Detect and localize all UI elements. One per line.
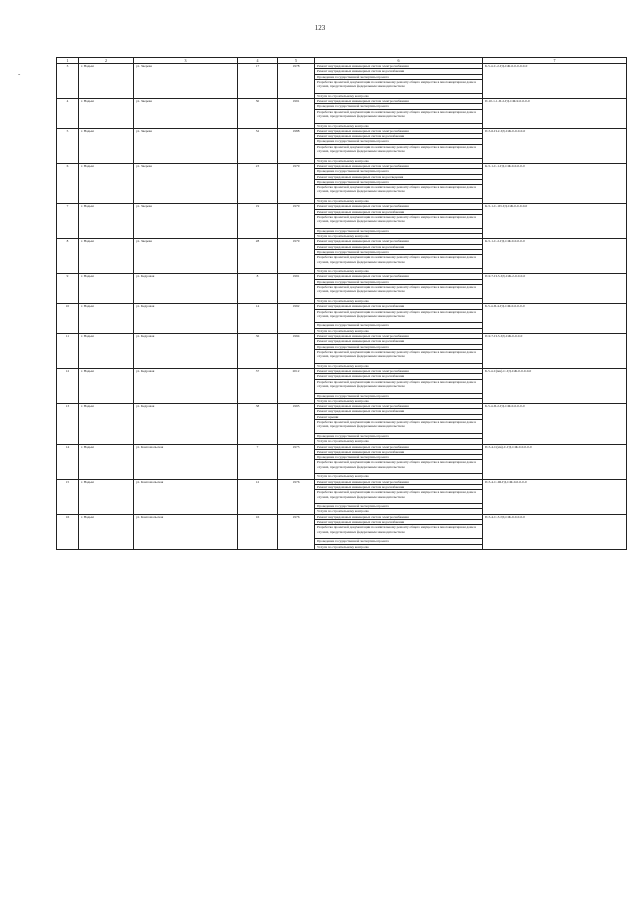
work-type-cell: Ремонт внутридомовых инженерных систем водоснабжения bbox=[315, 209, 483, 214]
work-type-cell: Ремонт внутридомовых инженерных систем водоснабжения bbox=[315, 244, 483, 249]
work-type-cell: Ремонт внутридомовых инженерных систем электроснабжения bbox=[315, 163, 483, 168]
year-cell: 1991 bbox=[278, 274, 315, 304]
header-cell-6: 6 bbox=[315, 58, 483, 64]
table-row bbox=[57, 369, 627, 374]
work-type-cell: Разработка проектной документации по капитальному ремонту общего имущества в многоквартирном доме в случаях, предусмотренных федеральным законодательством bbox=[315, 460, 483, 474]
street-cell: ул. Зверева bbox=[134, 64, 238, 99]
row-number: 5 bbox=[57, 128, 79, 163]
row-number: 11 bbox=[57, 334, 79, 369]
street-cell: ул. Комсомольская bbox=[134, 444, 238, 479]
city-cell: г. Надым bbox=[79, 334, 134, 369]
row-number: 13 bbox=[57, 404, 79, 444]
work-type-cell: Ремонт внутридомовых инженерных систем электроснабжения bbox=[315, 404, 483, 409]
house-code-cell: К-5-1-С-2-ГД-СЖ-0-0-0-0-0 bbox=[483, 239, 627, 274]
work-type-cell: Ремонт внутридомовых инженерных систем электроснабжения bbox=[315, 444, 483, 449]
house-number-cell: 12 bbox=[238, 479, 278, 514]
table-row bbox=[57, 99, 627, 104]
work-type-cell: Услуги по строительному контролю bbox=[315, 199, 483, 204]
work-type-cell: Проведение государственной экспертизы проекта bbox=[315, 433, 483, 438]
table-row bbox=[57, 444, 627, 449]
work-type-cell: Ремонт внутридомовых инженерных систем электроснабжения bbox=[315, 128, 483, 133]
work-type-cell: Проведение государственной экспертизы проекта bbox=[315, 139, 483, 144]
year-cell: 1991 bbox=[278, 99, 315, 129]
work-type-cell: Ремонт внутридомовых инженерных систем электроснабжения bbox=[315, 479, 483, 484]
house-code-cell: П-5-4-С(мн)-С-ГД-СЖ-0-0-0-0-0 bbox=[483, 444, 627, 479]
work-type-cell: Разработка проектной документации по капитальному ремонту общего имущества в многоквартирном доме в случаях, предусмотренных федеральным законодательством bbox=[315, 379, 483, 393]
row-number: 3 bbox=[57, 64, 79, 99]
city-cell: г. Надым bbox=[79, 64, 134, 99]
city-cell: г. Надым bbox=[79, 369, 134, 404]
house-number-cell: 19 bbox=[238, 204, 278, 239]
city-cell: г. Надым bbox=[79, 514, 134, 549]
city-cell: г. Надым bbox=[79, 404, 134, 444]
work-type-cell: Проведение государственной экспертизы проекта bbox=[315, 249, 483, 254]
work-type-cell: Проведение государственной экспертизы проекта bbox=[315, 504, 483, 509]
work-type-cell: Ремонт внутридомовых инженерных систем водоснабжения bbox=[315, 69, 483, 74]
work-type-cell: Ремонт внутридомовых инженерных систем электроснабжения bbox=[315, 204, 483, 209]
year-cell: 1988 bbox=[278, 128, 315, 163]
work-type-cell: Разработка проектной документации по капитальному ремонту общего имущества в многоквартирном доме в случаях, предусмотренных федеральным законодательством bbox=[315, 525, 483, 539]
registry-sheet bbox=[56, 57, 626, 550]
work-type-cell: Ремонт внутридомовых инженерных систем водоснабжения bbox=[315, 520, 483, 525]
table-row bbox=[57, 514, 627, 519]
page-number: 123 bbox=[314, 24, 326, 32]
work-type-cell: Услуги по строительному контролю bbox=[315, 234, 483, 239]
margin-mark: - bbox=[18, 70, 21, 78]
work-type-cell: Разработка проектной документации по капитальному ремонту общего имущества в многоквартирном доме в случаях, предусмотренных федеральным законодательством bbox=[315, 490, 483, 504]
city-cell: г. Надым bbox=[79, 304, 134, 334]
row-number: 6 bbox=[57, 163, 79, 203]
year-cell: 1976 bbox=[278, 514, 315, 549]
street-cell: ул. Кедровая bbox=[134, 274, 238, 304]
work-type-cell: Услуги по строительному контролю bbox=[315, 439, 483, 444]
street-cell: ул. Комсомольская bbox=[134, 514, 238, 549]
year-cell: 1979 bbox=[278, 204, 315, 239]
house-code-cell: П-9-7-П-3-ГД-СЖ-2-0-0-0-0 bbox=[483, 274, 627, 304]
row-number: 9 bbox=[57, 274, 79, 304]
street-cell: ул. Зверева bbox=[134, 163, 238, 203]
street-cell: ул. Зверева bbox=[134, 99, 238, 129]
header-cell-3: 3 bbox=[134, 58, 238, 64]
city-cell: г. Надым bbox=[79, 204, 134, 239]
house-code-cell: Б-5-4-С-2-ГД-СЖ-0-0-0-0-0-0 bbox=[483, 64, 627, 99]
house-code-cell: Б-5-4-П-4-ГД-СЖ-0-0-0-0-0 bbox=[483, 304, 627, 334]
year-cell: 2012 bbox=[278, 369, 315, 404]
row-number: 4 bbox=[57, 99, 79, 129]
table-row bbox=[57, 239, 627, 244]
house-code-cell: Б-5-4-С(мн)-С-ГД-СЖ-0-0-0-0-0 bbox=[483, 369, 627, 404]
table-row bbox=[57, 274, 627, 279]
year-cell: 1978 bbox=[278, 64, 315, 99]
work-type-cell: Ремонт внутридомовых инженерных систем электроснабжения bbox=[315, 99, 483, 104]
header-cell-1: 1 bbox=[57, 58, 79, 64]
street-cell: ул. Зверева bbox=[134, 239, 238, 274]
work-type-cell: Ремонт внутридомовых инженерных систем электроснабжения bbox=[315, 514, 483, 519]
header-cell-7: 7 bbox=[483, 58, 627, 64]
work-type-cell: Ремонт внутридомовых инженерных систем электроснабжения bbox=[315, 239, 483, 244]
city-cell: г. Надым bbox=[79, 99, 134, 129]
work-type-cell: Ремонт внутридомовых инженерных систем водоснабжения bbox=[315, 304, 483, 309]
work-type-cell: Проведение государственной экспертизы проекта bbox=[315, 393, 483, 398]
work-type-cell: Услуги по строительному контролю bbox=[315, 398, 483, 403]
city-cell: г. Надым bbox=[79, 128, 134, 163]
house-number-cell: 16 bbox=[238, 514, 278, 549]
work-type-cell: Разработка проектной документации по капитальному ремонту общего имущества в многоквартирном доме в случаях, предусмотренных федеральным законодательством bbox=[315, 109, 483, 123]
work-type-cell: Услуги по строительному контролю bbox=[315, 363, 483, 368]
work-type-cell: Ремонт внутридомовых инженерных систем водоснабжения bbox=[315, 339, 483, 344]
work-type-cell: Ремонт внутридомовых инженерных систем водоотведения bbox=[315, 174, 483, 179]
table-row bbox=[57, 304, 627, 309]
year-cell: 1995 bbox=[278, 404, 315, 444]
row-number: 12 bbox=[57, 369, 79, 404]
house-number-cell: 37 bbox=[238, 369, 278, 404]
house-code-cell: Б-5-4-П-2-ГД-СЖ-0-0-0-0-0 bbox=[483, 404, 627, 444]
work-type-cell: Ремонт внутридомовых инженерных систем водоснабжения bbox=[315, 449, 483, 454]
city-cell: г. Надым bbox=[79, 479, 134, 514]
row-number: 7 bbox=[57, 204, 79, 239]
work-type-cell: Ремонт внутридомовых инженерных систем водоснабжения bbox=[315, 374, 483, 379]
work-type-cell: Разработка проектной документации по капитальному ремонту общего имущества в многоквартирном доме в случаях, предусмотренных федеральным законодательством bbox=[315, 309, 483, 323]
header-cell-2: 2 bbox=[79, 58, 134, 64]
work-type-cell: Разработка проектной документации по капитальному ремонту общего имущества в многоквартирном доме в случаях, предусмотренных федеральным законодательством bbox=[315, 214, 483, 228]
table-row bbox=[57, 204, 627, 209]
work-type-cell: Услуги по строительному контролю bbox=[315, 328, 483, 333]
house-number-cell: 38 bbox=[238, 404, 278, 444]
table-row bbox=[57, 64, 627, 69]
house-number-cell: 8 bbox=[238, 274, 278, 304]
work-type-cell: Проведение государственной экспертизы проекта bbox=[315, 344, 483, 349]
table-row bbox=[57, 334, 627, 339]
city-cell: г. Надым bbox=[79, 444, 134, 479]
work-type-cell: Ремонт внутридомовых инженерных систем электроснабжения bbox=[315, 369, 483, 374]
work-type-cell: Проведение государственной экспертизы проекта bbox=[315, 455, 483, 460]
year-cell: 1973 bbox=[278, 444, 315, 479]
work-type-cell: Услуги по строительному контролю bbox=[315, 269, 483, 274]
row-number: 10 bbox=[57, 304, 79, 334]
work-type-cell: Проведение государственной экспертизы проекта bbox=[315, 228, 483, 233]
work-type-cell: Ремонт внутридомовых инженерных систем водоснабжения bbox=[315, 484, 483, 489]
work-type-cell: Проведение государственной экспертизы проекта bbox=[315, 539, 483, 544]
work-type-cell: Ремонт внутридомовых инженерных систем электроснабжения bbox=[315, 334, 483, 339]
row-number: 8 bbox=[57, 239, 79, 274]
work-type-cell: Проведение государственной экспертизы проекта bbox=[315, 279, 483, 284]
work-type-cell: Ремонт внутридомовых инженерных систем электроснабжения bbox=[315, 274, 483, 279]
house-code-cell: П-9-7-П-3-ГД-СЖ-0-0-0-0 bbox=[483, 334, 627, 369]
work-type-cell: Разработка проектной документации по капитальному ремонту общего имущества в многоквартирном доме в случаях, предусмотренных федеральным законодательством bbox=[315, 185, 483, 199]
city-cell: г. Надым bbox=[79, 274, 134, 304]
street-cell: ул. Комсомольская bbox=[134, 479, 238, 514]
work-type-cell: Услуги по строительному контролю bbox=[315, 474, 483, 479]
work-type-cell: Проведение государственной экспертизы проекта bbox=[315, 179, 483, 184]
work-type-cell: Проведение государственной экспертизы проекта bbox=[315, 169, 483, 174]
table-row bbox=[57, 404, 627, 409]
year-cell: 1976 bbox=[278, 479, 315, 514]
year-cell: 1994 bbox=[278, 334, 315, 369]
work-type-cell: Проведение государственной экспертизы проекта bbox=[315, 74, 483, 79]
house-number-cell: 36 bbox=[238, 334, 278, 369]
work-type-cell: Разработка проектной документации по капитальному ремонту общего имущества в многоквартирном доме в случаях, предусмотренных федеральным законодательством bbox=[315, 285, 483, 299]
table-row bbox=[57, 479, 627, 484]
work-type-cell: Разработка проектной документации по капитальному ремонту общего имущества в многоквартирном доме в случаях, предусмотренных федеральным законодательством bbox=[315, 420, 483, 434]
work-type-cell: Услуги по строительному контролю bbox=[315, 509, 483, 514]
work-type-cell: Проведение государственной экспертизы проекта bbox=[315, 104, 483, 109]
year-cell: 1979 bbox=[278, 239, 315, 274]
house-code-cell: К-5-1-С-1-ГД-СЖ-0-0-0-0-0 bbox=[483, 163, 627, 203]
work-type-cell: Разработка проектной документации по капитальному ремонту общего имущества в многоквартирном доме в случаях, предусмотренных федеральным законодательством bbox=[315, 349, 483, 363]
work-type-cell: Разработка проектной документации по капитальному ремонту общего имущества в многоквартирном доме в случаях, предусмотренных федеральным законодательством bbox=[315, 144, 483, 158]
work-type-cell: Услуги по строительному контролю bbox=[315, 93, 483, 98]
table-row bbox=[57, 128, 627, 133]
row-number: 15 bbox=[57, 479, 79, 514]
header-cell-5: 5 bbox=[278, 58, 315, 64]
work-type-cell: Проведение государственной экспертизы проекта bbox=[315, 323, 483, 328]
street-cell: ул. Кедровая bbox=[134, 404, 238, 444]
street-cell: ул. Зверева bbox=[134, 128, 238, 163]
house-code-cell: П-5-6-П-2-ГД-СЖ-0-0-0-0-0 bbox=[483, 128, 627, 163]
house-number-cell: 14 bbox=[238, 304, 278, 334]
house-number-cell: 17 bbox=[238, 64, 278, 99]
header-cell-4: 4 bbox=[238, 58, 278, 64]
work-type-cell: Ремонт крыши bbox=[315, 414, 483, 419]
work-type-cell: Разработка проектной документации по капитальному ремонту общего имущества в многоквартирном доме в случаях, предусмотренных федеральным законодательством bbox=[315, 255, 483, 269]
street-cell: ул. Зверева bbox=[134, 204, 238, 239]
row-number: 16 bbox=[57, 514, 79, 549]
work-type-cell: Услуги по строительному контролю bbox=[315, 298, 483, 303]
house-number-cell: 52 bbox=[238, 128, 278, 163]
house-code-cell: П-5-4-С-Ш-ГД-СЖ-0-0-0-0-0 bbox=[483, 479, 627, 514]
work-type-cell: Разработка проектной документации по капитальному ремонту общего имущества в многоквартирном доме в случаях, предусмотренных федеральным законодательством bbox=[315, 79, 483, 93]
street-cell: ул. Кедровая bbox=[134, 334, 238, 369]
street-cell: ул. Кедровая bbox=[134, 304, 238, 334]
work-type-cell: Услуги по строительному контролю bbox=[315, 544, 483, 549]
work-type-cell: Услуги по строительному контролю bbox=[315, 123, 483, 128]
house-code-cell: П-10-1-1-П-2-ГД-СЖ-9-0-0-0-0 bbox=[483, 99, 627, 129]
house-code-cell: К-5-1-С-1П-ГД-СЖ-0-0-0-0-0 bbox=[483, 204, 627, 239]
row-number: 14 bbox=[57, 444, 79, 479]
house-number-cell: 28 bbox=[238, 239, 278, 274]
house-number-cell: 23 bbox=[238, 163, 278, 203]
city-cell: г. Надым bbox=[79, 163, 134, 203]
year-cell: 1992 bbox=[278, 304, 315, 334]
work-type-cell: Услуги по строительному контролю bbox=[315, 158, 483, 163]
work-type-cell: Ремонт внутридомовых инженерных систем водоснабжения bbox=[315, 134, 483, 139]
street-cell: ул. Кедровая bbox=[134, 369, 238, 404]
year-cell: 1979 bbox=[278, 163, 315, 203]
registry-table bbox=[56, 57, 627, 550]
house-code-cell: П-5-4-С-3-ГД-СЖ-0-0-0-0-0 bbox=[483, 514, 627, 549]
work-type-cell: Ремонт внутридомовых инженерных систем электроснабжения bbox=[315, 64, 483, 69]
house-number-cell: 50 bbox=[238, 99, 278, 129]
city-cell: г. Надым bbox=[79, 239, 134, 274]
registry-table-body bbox=[57, 58, 627, 550]
house-number-cell: 7 bbox=[238, 444, 278, 479]
work-type-cell: Ремонт внутридомовых инженерных систем водоснабжения bbox=[315, 409, 483, 414]
table-row bbox=[57, 163, 627, 168]
